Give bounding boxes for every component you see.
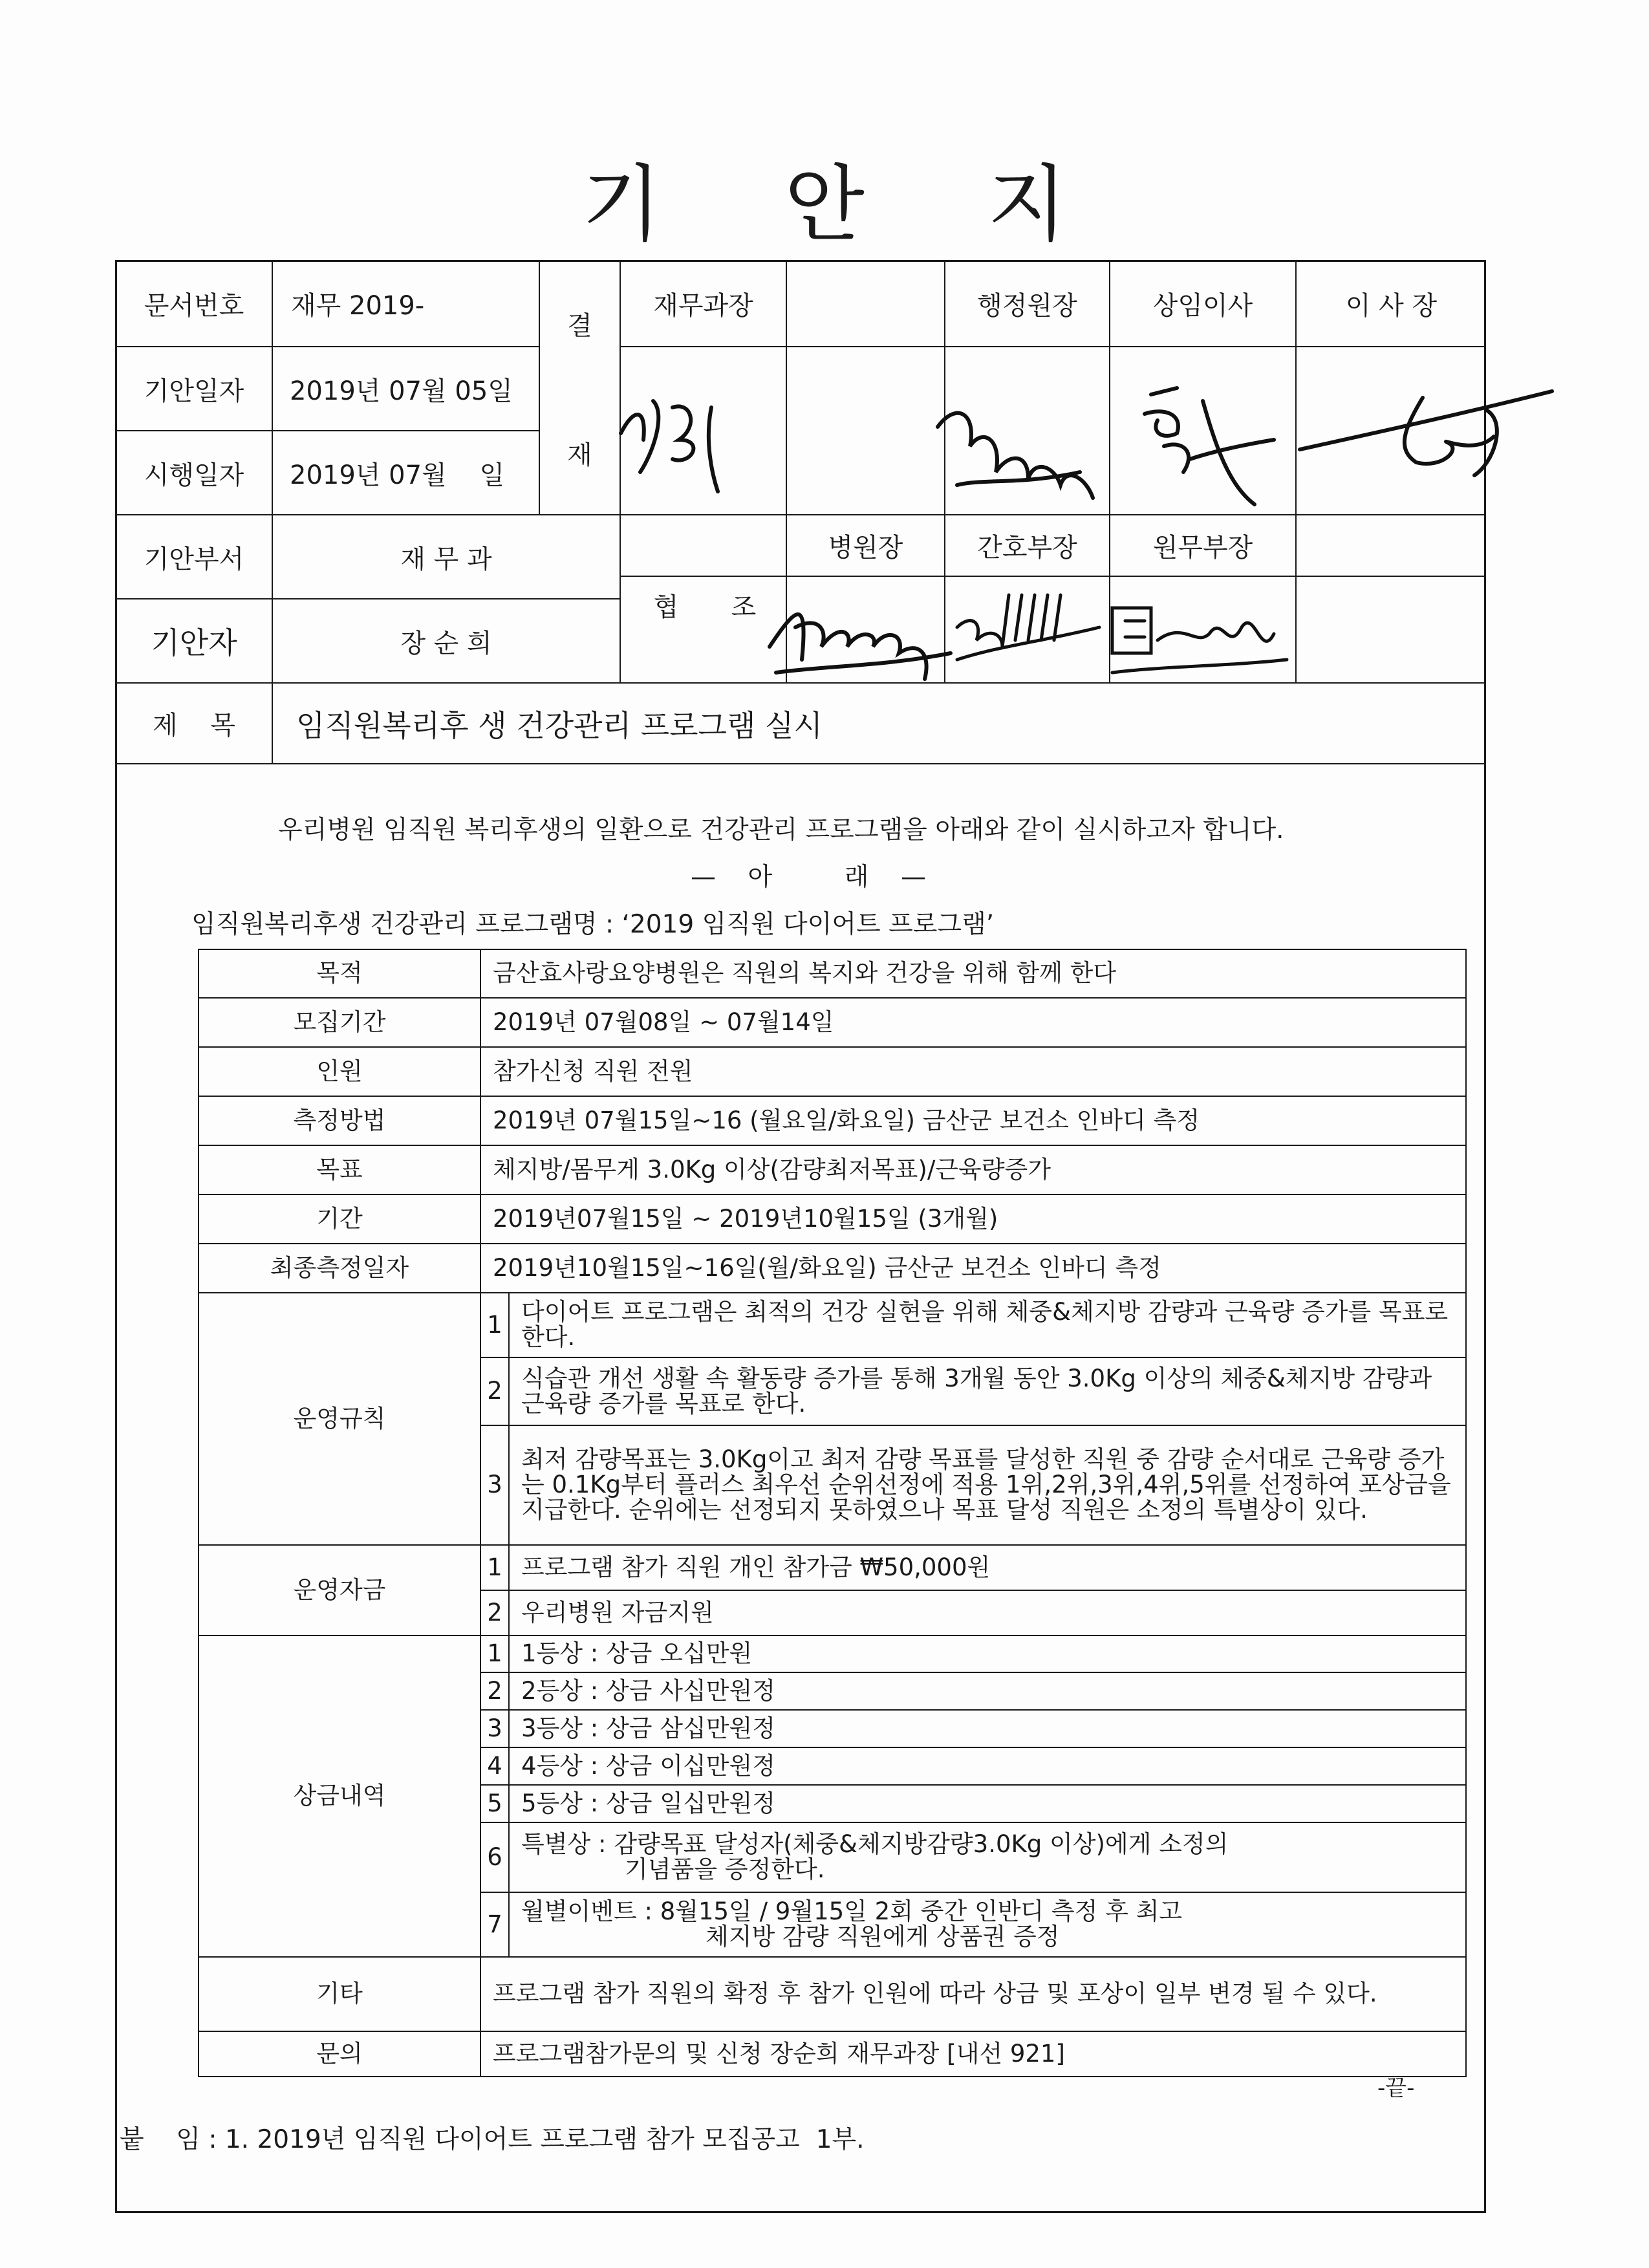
prize-no: 6 <box>480 1822 509 1892</box>
final-label: 최종측정일자 <box>199 1244 480 1293</box>
table-row <box>199 998 1466 1047</box>
prize-text <box>509 1892 1466 1957</box>
prize-text: 4등상 : 상금 이십만원정 <box>509 1747 1466 1785</box>
prize-no: 2 <box>480 1672 509 1710</box>
inquiry-value: 프로그램참가문의 및 신청 장순희 재무과장 [내선 921] <box>480 2031 1466 2077</box>
goal-value: 체지방/몸무게 3.0Kg 이상(감량최저목표)/근육량증가 <box>480 1145 1466 1194</box>
signature-chairman <box>1280 372 1565 488</box>
purpose-label: 목적 <box>199 949 480 998</box>
approver-chairman: 이 사 장 <box>1345 291 1438 321</box>
recruit-label: 모집기간 <box>199 998 480 1047</box>
approval-label-bottom: 재 <box>567 440 592 470</box>
table-row <box>199 1957 1466 2031</box>
table-row <box>199 2031 1466 2077</box>
doc-no-label: 문서번호 <box>144 291 244 321</box>
etc-label: 기타 <box>199 1957 480 2031</box>
table-row <box>199 949 1466 998</box>
prize-no: 7 <box>480 1892 509 1957</box>
approver-blank <box>787 261 944 346</box>
goal-label: 목표 <box>199 1145 480 1194</box>
measure-value: 2019년 07월15일~16 (월요일/화요일) 금산군 보건소 인바디 측정 <box>480 1096 1466 1145</box>
signature-nursing-head <box>944 569 1106 686</box>
table-row <box>199 1047 1466 1096</box>
attachment-line: 붙 임 : 1. 2019년 임직원 다이어트 프로그램 참가 모집공고 1부. <box>120 2125 865 2154</box>
funds-label: 운영자금 <box>199 1545 480 1636</box>
fund-no: 1 <box>480 1545 509 1590</box>
recruit-value: 2019년 07월08일 ~ 07월14일 <box>480 998 1466 1047</box>
approver-executive-director: 상임이사 <box>1152 291 1253 321</box>
fund-text: 프로그램 참가 직원 개인 참가금 ₩50,000원 <box>509 1545 1466 1590</box>
dept-label: 기안부서 <box>144 544 244 574</box>
approver-finance-head: 재무과장 <box>653 291 753 321</box>
drafter-label: 기안자 <box>151 625 237 660</box>
program-table <box>198 949 1467 2077</box>
prize-text-line: 기념품을 증정한다. <box>625 1855 825 1883</box>
fund-no: 2 <box>480 1590 509 1636</box>
inquiry-label: 문의 <box>199 2031 480 2077</box>
prize-text: 2등상 : 상금 사십만원정 <box>509 1672 1466 1710</box>
approver-admin-director: 행정원장 <box>977 291 1077 321</box>
exec-date-label: 시행일자 <box>144 460 244 490</box>
document-title <box>0 139 1649 255</box>
subject-value: 임직원복리후 생 건강관리 프로그램 실시 <box>296 707 823 743</box>
table-row <box>199 1096 1466 1145</box>
rule-text: 최저 감량목표는 3.0Kg이고 최저 감량 목표를 달성한 직원 중 감량 순서대로 근육량 증가는 0.1Kg부터 플러스 최우선 순위선정에 적용 1위,2위,3위,4위,5위를 선정하여 포상금을 지급한다. 순위에는 선정되지 못하였으나 목표 달성 직원은 소정의 특별상이 있다. <box>509 1425 1466 1545</box>
prize-text: 3등상 : 상금 삼십만원정 <box>509 1710 1466 1747</box>
doc-no-value: 재무 2019- <box>291 291 425 321</box>
rule-no: 1 <box>480 1293 509 1357</box>
rule-no: 3 <box>480 1425 509 1545</box>
rule-text: 식습관 개선 생활 속 활동량 증가를 통해 3개월 동안 3.0Kg 이상의 체중&체지방 감량과 근육량 증가를 목표로 한다. <box>509 1357 1466 1425</box>
etc-value: 프로그램 참가 직원의 확정 후 참가 인원에 따라 상금 및 포상이 일부 변경 될 수 있다. <box>480 1957 1466 2031</box>
exec-date-value: 2019년 07월 일 <box>290 460 505 490</box>
rule-no: 2 <box>480 1357 509 1425</box>
period-value: 2019년07월15일 ~ 2019년10월15일 (3개월) <box>480 1194 1466 1244</box>
purpose-value: 금산효사랑요양병원은 직원의 복지와 건강을 위해 함께 한다 <box>480 949 1466 998</box>
prize-text: 1등상 : 상금 오십만원 <box>509 1636 1466 1672</box>
signature-admin-head <box>1099 569 1293 686</box>
sub-heading: — 아 래 — <box>690 863 927 892</box>
program-name: 임직원복리후생 건강관리 프로그램명 : ‘2019 임직원 다이어트 프로그램’ <box>191 910 995 939</box>
signature-hospital-director <box>757 569 957 686</box>
cooperation-label-2: 조 <box>731 592 757 622</box>
dept-value: 재 무 과 <box>400 544 492 574</box>
table-row <box>199 1293 1466 1357</box>
approval-label-top: 결 <box>567 310 592 341</box>
prize-no: 5 <box>480 1785 509 1822</box>
prize-text-line: 월별이벤트 : 8월15일 / 9월15일 2회 중간 인반디 측정 후 최고 <box>521 1897 1183 1926</box>
prize-no: 3 <box>480 1710 509 1747</box>
final-value: 2019년10월15일~16일(월/화요일) 금산군 보건소 인바디 측정 <box>480 1244 1466 1293</box>
cooperator-admin-head: 원무부장 <box>1152 533 1253 563</box>
table-row <box>199 1194 1466 1244</box>
table-row <box>199 1145 1466 1194</box>
prize-text-line: 체지방 감량 직원에게 상품권 증정 <box>706 1923 1060 1950</box>
signature-executive-director <box>1125 369 1293 524</box>
drafter-value: 장 순 희 <box>400 628 492 658</box>
draft-date-label: 기안일자 <box>144 376 244 406</box>
signature-admin-director <box>931 388 1099 517</box>
prize-no: 1 <box>480 1636 509 1672</box>
table-row <box>199 1545 1466 1590</box>
prize-label: 상금내역 <box>199 1636 480 1957</box>
end-mark: -끝- <box>1377 2075 1415 2101</box>
cooperator-hospital-director: 병원장 <box>828 533 903 563</box>
people-value: 참가신청 직원 전원 <box>480 1047 1466 1096</box>
cooperation-label-1: 협 <box>653 592 679 622</box>
title-char: 안 <box>784 157 865 253</box>
cooperator-nursing-head: 간호부장 <box>977 533 1077 563</box>
intro-text: 우리병원 임직원 복리후생의 일환으로 건강관리 프로그램을 아래와 같이 실시하고자 합니다. <box>278 815 1284 845</box>
cooperator-blank <box>1297 515 1486 576</box>
signature-finance-head <box>608 362 750 517</box>
table-row <box>199 1244 1466 1293</box>
people-label: 인원 <box>199 1047 480 1096</box>
table-row <box>199 1636 1466 1672</box>
fund-text: 우리병원 자금지원 <box>509 1590 1466 1636</box>
prize-text <box>509 1822 1466 1892</box>
prize-no: 4 <box>480 1747 509 1785</box>
prize-text: 5등상 : 상금 일십만원정 <box>509 1785 1466 1822</box>
period-label: 기간 <box>199 1194 480 1244</box>
draft-date-value: 2019년 07월 05일 <box>290 376 513 406</box>
title-char: 지 <box>987 157 1068 253</box>
measure-label: 측정방법 <box>199 1096 480 1145</box>
prize-text-line: 특별상 : 감량목표 달성자(체중&체지방감량3.0Kg 이상)에게 소정의 <box>521 1830 1229 1859</box>
rules-label: 운영규칙 <box>199 1293 480 1545</box>
subject-label: 제 목 <box>152 711 236 740</box>
rule-text: 다이어트 프로그램은 최적의 건강 실현을 위해 체중&체지방 감량과 근육량 증가를 목표로 한다. <box>509 1293 1466 1357</box>
title-char: 기 <box>581 157 662 253</box>
